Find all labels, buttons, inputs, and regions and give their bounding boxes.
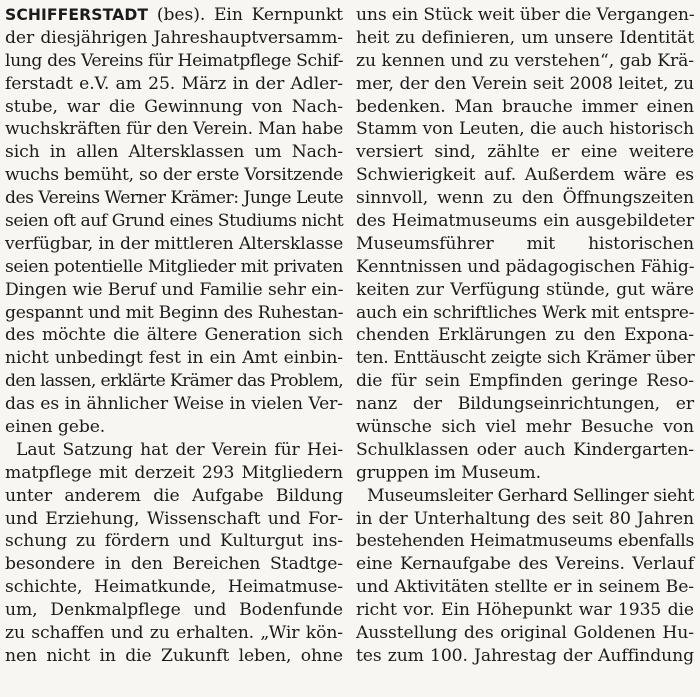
text-line: zu kennen und zu verstehen“, gab Krä- bbox=[356, 50, 694, 71]
text-line: Laut Satzung hat der Verein für Hei- bbox=[16, 439, 343, 460]
text-line: nanz der Bildungseinrichtungen, er bbox=[356, 394, 694, 415]
text-line: nicht unbedingt fest in ein Amt einbin- bbox=[5, 348, 343, 369]
text-line: ferstadt e.V. am 25. März in der Adler- bbox=[5, 73, 343, 94]
text-line: gespannt und mit Beginn des Ruhestan- bbox=[5, 302, 344, 323]
left-column-paragraph bbox=[5, 439, 343, 668]
dateline: SCHIFFERSTADT bbox=[5, 6, 149, 24]
text-line: schung zu fördern und Kulturgut ins- bbox=[5, 531, 343, 552]
text-line: gruppen im Museum. bbox=[356, 462, 541, 483]
text-line: auch ein schriftliches Werk mit entspre- bbox=[356, 302, 695, 323]
text-line: die für sein Empfinden geringe Reso- bbox=[356, 371, 694, 392]
left-column-paragraph bbox=[5, 4, 343, 439]
text-line: richt vor. Ein Höhepunkt war 1935 die bbox=[356, 600, 694, 621]
text-line: in der Unterhaltung des seit 80 Jahren bbox=[356, 508, 694, 529]
text-line: besondere in den Bereichen Stadtge- bbox=[5, 554, 343, 575]
text-line: der diesjährigen Jahreshauptversamm- bbox=[5, 27, 343, 48]
text-line-rest: (bes). Ein Kernpunkt bbox=[148, 5, 343, 25]
text-line: tes zum 100. Jahrestag der Auffindung bbox=[356, 645, 694, 666]
text-line: Kenntnissen und pädagogischen Fähig- bbox=[356, 256, 695, 277]
text-line: verfügbar, in der mittleren Altersklasse bbox=[5, 233, 344, 254]
text-line: Museumsleiter Gerhard Sellinger sieht bbox=[367, 485, 695, 506]
text-line: des Heimatmuseums ein ausgebildeter bbox=[356, 211, 694, 232]
text-line: matpflege mit derzeit 293 Mitgliedern bbox=[5, 462, 343, 483]
text-line: Stamm von Leuten, die auch historisch bbox=[356, 119, 694, 140]
text-line: um, Denkmalpflege und Bodenfunde bbox=[5, 600, 343, 621]
text-line: keiten zur Verfügung stünde, gut wäre bbox=[356, 279, 694, 300]
text-line: uns ein Stück weit über die Vergangen- bbox=[356, 5, 695, 25]
text-line: nen nicht in die Zukunft leben, ohne bbox=[5, 645, 343, 666]
text-line: den lassen, erklärte Krämer das Problem, bbox=[5, 371, 344, 392]
right-column-paragraph bbox=[356, 485, 694, 668]
text-line: seien oft auf Grund eines Studiums nicht bbox=[5, 211, 344, 232]
text-line: und Aktivitäten stellte er in seinem Be- bbox=[356, 577, 694, 598]
text-line: sich in allen Altersklassen um Nach- bbox=[5, 142, 343, 163]
right-column-paragraph bbox=[356, 4, 694, 485]
text-line: Schulklassen oder auch Kindergarten- bbox=[356, 439, 694, 460]
text-line: und Erziehung, Wissenschaft und For- bbox=[5, 508, 343, 529]
text-line: sinnvoll, wenn zu den Öffnungszeiten bbox=[356, 188, 694, 209]
text-line: schichte, Heimatkunde, Heimatmuse- bbox=[5, 577, 343, 598]
text-line: eine Kernaufgabe des Vereins. Verlauf bbox=[356, 554, 694, 575]
text-line: chenden Erklärungen zu den Expona- bbox=[356, 325, 694, 346]
text-line: Dingen wie Beruf und Familie sehr ein- bbox=[5, 279, 344, 300]
text-line: wuchskräften für den Verein. Man habe bbox=[5, 119, 344, 140]
text-line: bedenken. Man brauche immer einen bbox=[356, 96, 694, 117]
text-line: wuchs bemüht, so der erste Vorsitzende bbox=[5, 165, 343, 186]
text-line: versiert sind, zählte er eine weitere bbox=[356, 142, 694, 163]
left-column bbox=[5, 4, 343, 668]
text-line: seien potentielle Mitglieder mit privaten bbox=[5, 256, 343, 277]
text-line: bestehenden Heimatmuseums ebenfalls bbox=[356, 531, 694, 552]
text-line: zu schaffen und zu erhalten. „Wir kön- bbox=[5, 623, 343, 644]
text-line: ten. Enttäuscht zeigte sich Krämer über bbox=[356, 348, 695, 369]
text-line: lung des Vereins für Heimatpflege Schif- bbox=[5, 50, 344, 71]
text-line: Museumsführer mit historischen bbox=[356, 233, 694, 254]
text-line: mer, der den Verein seit 2008 leitet, zu bbox=[356, 73, 694, 94]
text-line: unter anderem die Aufgabe Bildung bbox=[5, 485, 343, 506]
text-line: stube, war die Gewinnung von Nach- bbox=[5, 96, 343, 117]
text-line: des Vereins Werner Krämer: Junge Leute bbox=[5, 188, 344, 209]
text-line: wünsche sich viel mehr Besuche von bbox=[356, 417, 694, 438]
text-line: einen gebe. bbox=[5, 417, 106, 438]
text-line: das es in ähnlicher Weise in vielen Ver- bbox=[5, 394, 343, 415]
text-line: des möchte die ältere Generation sich bbox=[5, 325, 343, 346]
text-line: Ausstellung des original Goldenen Hu- bbox=[356, 623, 694, 644]
text-line: heit zu definieren, um unsere Identität bbox=[356, 27, 694, 48]
text-line: Schwierigkeit auf. Außerdem wäre es bbox=[356, 165, 694, 186]
text-line bbox=[5, 4, 343, 27]
right-column bbox=[356, 4, 694, 668]
